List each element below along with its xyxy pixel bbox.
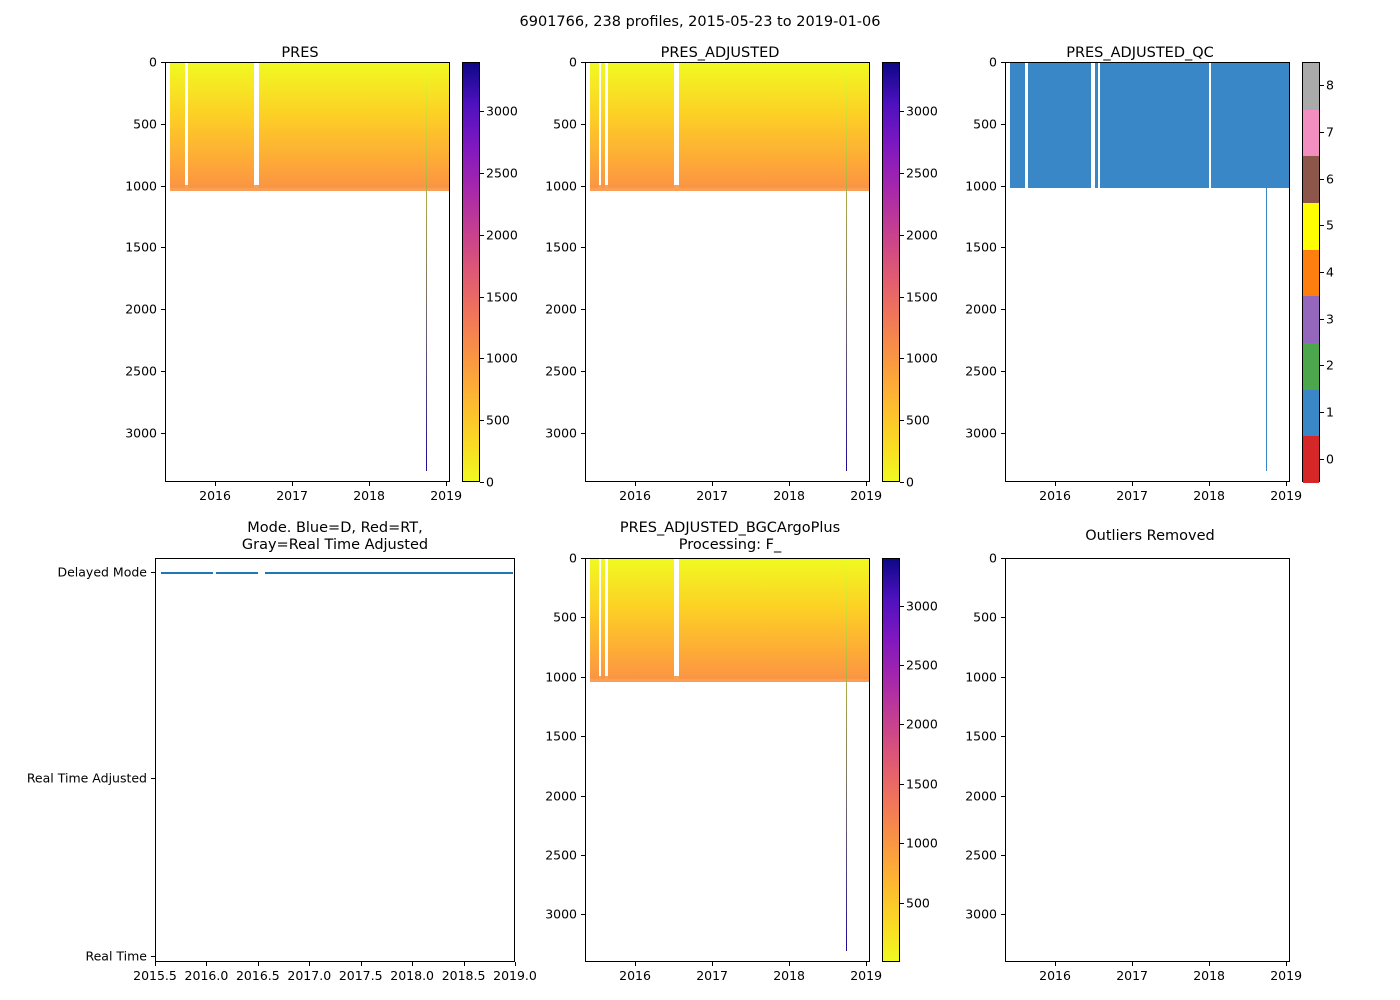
panel-pres-adjusted-ytick	[581, 247, 585, 248]
panel-outliers-removed-ytick	[1001, 736, 1005, 737]
panel-pres-adjusted-xtick-label: 2018	[773, 488, 806, 503]
panel-pres-plot	[165, 62, 450, 482]
panel-bgcargoplus-ytick-label: 0	[569, 550, 577, 566]
panel-pres-colorbar-tick	[480, 482, 484, 483]
panel-bgcargoplus-xtick	[866, 962, 867, 966]
panel-outliers-removed-xtick	[1132, 962, 1133, 966]
panel-outliers-removed-ytick-label: 2500	[965, 847, 997, 863]
panel-pres-adjusted-qc-field	[1010, 63, 1289, 188]
panel-pres-adjusted-ytick	[581, 371, 585, 372]
panel-bgcargoplus-xtick	[789, 962, 790, 966]
panel-pres-adjusted-qc-qc-tick	[1320, 85, 1324, 86]
panel-pres-adjusted-qc-qc-label: 0	[1326, 451, 1334, 467]
panel-outliers-removed-xtick-label: 2018	[1193, 968, 1226, 983]
panel-bgcargoplus-xtick	[635, 962, 636, 966]
panel-pres-adjusted-gap	[674, 63, 679, 188]
panel-pres-adjusted-field	[590, 63, 869, 188]
panel-pres-adjusted-qc-qc-label: 1	[1326, 404, 1334, 420]
panel-bgcargoplus-gap	[674, 559, 679, 679]
panel-pres-adjusted-colorbar-label: 2000	[906, 227, 938, 243]
panel-pres-adjusted-colorbar-tick	[900, 111, 904, 112]
panel-pres-adjusted-xtick	[866, 482, 867, 486]
panel-bgcargoplus-xtick-label: 2017	[696, 968, 728, 983]
panel-mode-trace-segment	[161, 572, 212, 574]
panel-pres-adjusted-bottom-edge	[590, 185, 869, 191]
panel-outliers-removed-ytick	[1001, 617, 1005, 618]
panel-mode-xtick-label: 2017.5	[338, 968, 383, 983]
panel-pres-adjusted-qc-qc-label: 6	[1326, 171, 1334, 187]
panel-pres-adjusted-qc-qc-tick	[1320, 132, 1324, 133]
panel-pres-adjusted-qc-ytick-label: 1500	[965, 239, 997, 255]
panel-pres-ytick	[161, 62, 165, 63]
panel-pres-adjusted-colorbar-label: 3000	[906, 103, 938, 119]
panel-pres-adjusted-qc-deep-cast	[1266, 63, 1267, 471]
panel-mode-xtick-label: 2016.0	[184, 968, 229, 983]
panel-pres-adjusted-colorbar-tick	[900, 420, 904, 421]
panel-pres-xtick-label: 2018	[353, 488, 386, 503]
panel-bgcargoplus-xtick-label: 2018	[773, 968, 806, 983]
panel-bgcargoplus-colorbar	[882, 558, 900, 962]
panel-pres-ytick-label: 2000	[125, 301, 157, 317]
panel-pres-colorbar-tick	[480, 358, 484, 359]
panel-pres-adjusted-qc-plot	[1005, 62, 1290, 482]
panel-mode-xtick	[412, 962, 413, 966]
panel-mode-ytick	[151, 956, 155, 957]
panel-outliers-removed-ytick	[1001, 677, 1005, 678]
panel-pres-adjusted-colorbar-label: 500	[906, 412, 930, 428]
panel-pres-adjusted-ytick-label: 500	[553, 116, 577, 132]
panel-pres-adjusted-colorbar-label: 1500	[906, 289, 938, 305]
panel-bgcargoplus-colorbar-tick	[900, 903, 904, 904]
panel-pres	[150, 45, 450, 485]
panel-bgcargoplus-xtick-label: 2019	[850, 968, 883, 983]
panel-bgcargoplus-title-line1: PRES_ADJUSTED_BGCArgoPlus	[619, 520, 841, 536]
panel-pres-adjusted-qc-title: PRES_ADJUSTED_QC	[1066, 45, 1214, 61]
panel-pres-adjusted-qc-qc-colorbar	[1302, 62, 1320, 482]
panel-pres-ytick-label: 1500	[125, 239, 157, 255]
panel-pres-adjusted-qc-qc-label: 5	[1326, 217, 1334, 233]
panel-bgcargoplus-title-line2: Processing: F_	[678, 537, 782, 553]
panel-pres-gap	[185, 63, 187, 188]
panel-pres-adjusted-qc-qc-label: 3	[1326, 311, 1334, 327]
panel-bgcargoplus-ytick-label: 3000	[545, 906, 577, 922]
panel-pres-adjusted-qc-ytick-label: 2000	[965, 301, 997, 317]
panel-pres-ytick	[161, 371, 165, 372]
panel-pres-adjusted-xtick	[635, 482, 636, 486]
panel-outliers-removed-xtick-label: 2016	[1039, 968, 1071, 983]
panel-outliers-removed-ytick-label: 3000	[965, 906, 997, 922]
panel-pres-colorbar-label: 2500	[486, 165, 518, 181]
panel-pres-adjusted-qc-ytick	[1001, 247, 1005, 248]
panel-pres-adjusted-qc-xtick-label: 2019	[1270, 488, 1303, 503]
panel-pres-adjusted-xtick	[789, 482, 790, 486]
panel-mode-xtick-label: 2017.0	[287, 968, 332, 983]
panel-pres-adjusted-colorbar-label: 0	[906, 474, 914, 490]
panel-pres-colorbar-label: 500	[486, 412, 510, 428]
panel-pres-adjusted-qc-gap	[1025, 63, 1028, 188]
panel-pres-adjusted-qc-qc-tick	[1320, 365, 1324, 366]
panel-bgcargoplus-ytick-label: 500	[553, 609, 577, 625]
panel-mode-xtick-label: 2016.5	[235, 968, 280, 983]
panel-bgcargoplus-ytick	[581, 558, 585, 559]
panel-pres-adjusted-ytick	[581, 433, 585, 434]
panel-bgcargoplus-ytick-label: 1500	[545, 728, 577, 744]
panel-pres-adjusted-ytick	[581, 124, 585, 125]
panel-bgcargoplus-deep-cast	[846, 559, 847, 951]
panel-outliers-removed-title: Outliers Removed	[1085, 528, 1215, 544]
panel-pres-adjusted-deep-cast	[846, 63, 847, 471]
panel-bgcargoplus-ytick-label: 1000	[545, 669, 577, 685]
panel-pres-field	[170, 63, 449, 188]
panel-pres-ytick-label: 500	[133, 116, 157, 132]
panel-pres-adjusted-ytick-label: 1000	[545, 178, 577, 194]
panel-pres-adjusted-qc-xtick-label: 2016	[1039, 488, 1071, 503]
panel-mode-ytick-label: Real Time	[85, 948, 147, 964]
panel-pres-ytick-label: 0	[149, 54, 157, 70]
panel-pres-adjusted-colorbar-tick	[900, 297, 904, 298]
panel-pres-adjusted-qc-qc-label: 7	[1326, 124, 1334, 140]
panel-pres-colorbar-tick	[480, 297, 484, 298]
panel-pres-adjusted-qc-ytick	[1001, 433, 1005, 434]
panel-pres-adjusted-ytick-label: 2000	[545, 301, 577, 317]
panel-outliers-removed-ytick-label: 0	[989, 550, 997, 566]
panel-mode-xtick-label: 2015.5	[133, 968, 177, 983]
panel-pres-adjusted-gap	[599, 63, 601, 188]
panel-pres-ytick	[161, 309, 165, 310]
panel-pres-adjusted-qc-qc-segment-3	[1303, 296, 1319, 343]
panel-pres-adjusted-qc-xtick-label: 2018	[1193, 488, 1226, 503]
panel-pres-adjusted-qc-qc-segment-8	[1303, 63, 1319, 110]
panel-pres-adjusted-qc-qc-tick	[1320, 272, 1324, 273]
panel-pres-xtick-label: 2016	[199, 488, 231, 503]
panel-pres-adjusted-qc-gap	[1209, 63, 1211, 188]
panel-pres-adjusted-qc-ytick	[1001, 309, 1005, 310]
panel-mode-xtick-label: 2018.5	[441, 968, 486, 983]
panel-outliers-removed-ytick-label: 1500	[965, 728, 997, 744]
panel-outliers-removed-plot	[1005, 558, 1290, 962]
panel-pres-colorbar-tick	[480, 111, 484, 112]
panel-mode-title-line1: Mode. Blue=D, Red=RT,	[247, 520, 423, 536]
panel-bgcargoplus-ytick	[581, 736, 585, 737]
panel-pres-adjusted-qc-gap	[1098, 63, 1100, 188]
panel-mode-xtick	[515, 962, 516, 966]
panel-pres-adjusted-qc-ytick	[1001, 371, 1005, 372]
panel-pres-colorbar-label: 3000	[486, 103, 518, 119]
panel-bgcargoplus-ytick-label: 2000	[545, 788, 577, 804]
panel-pres-adjusted-qc-qc-tick	[1320, 412, 1324, 413]
panel-pres-adjusted-qc-ytick-label: 2500	[965, 363, 997, 379]
panel-pres-adjusted-ytick-label: 0	[569, 54, 577, 70]
panel-pres-xtick	[369, 482, 370, 486]
panel-pres-deep-cast	[426, 63, 427, 471]
panel-pres-adjusted-qc-qc-segment-4	[1303, 250, 1319, 297]
panel-mode-xtick-label: 2019.0	[493, 968, 537, 983]
panel-bgcargoplus-ytick-label: 2500	[545, 847, 577, 863]
panel-pres-colorbar-tick	[480, 173, 484, 174]
panel-mode-xtick-label: 2018.0	[390, 968, 435, 983]
panel-mode-ytick-label: Real Time Adjusted	[26, 770, 147, 786]
panel-pres-adjusted-qc-xtick	[1132, 482, 1133, 486]
panel-pres-colorbar-tick	[480, 420, 484, 421]
panel-outliers-removed-xtick	[1055, 962, 1056, 966]
panel-pres-adjusted-qc-ytick-label: 0	[989, 54, 997, 70]
panel-pres-adjusted-qc-ytick	[1001, 124, 1005, 125]
panel-pres-xtick	[292, 482, 293, 486]
panel-pres-adjusted-ytick	[581, 309, 585, 310]
panel-bgcargoplus-colorbar-tick	[900, 724, 904, 725]
panel-mode-xtick	[464, 962, 465, 966]
panel-bgcargoplus-ytick	[581, 796, 585, 797]
panel-mode-trace-segment	[265, 572, 513, 574]
panel-mode	[150, 520, 520, 965]
panel-pres-adjusted-qc-qc-label: 8	[1326, 77, 1334, 93]
panel-bgcargoplus-colorbar-label: 1500	[906, 776, 938, 792]
panel-pres-adjusted-qc-xtick	[1055, 482, 1056, 486]
panel-pres-colorbar	[462, 62, 480, 482]
panel-bgcargoplus	[570, 520, 890, 965]
panel-outliers-removed-xtick-label: 2019	[1270, 968, 1303, 983]
panel-pres-adjusted-qc-ytick-label: 1000	[965, 178, 997, 194]
panel-pres-adjusted-qc-qc-segment-6	[1303, 156, 1319, 203]
panel-outliers-removed-xtick	[1286, 962, 1287, 966]
panel-bgcargoplus-gap	[599, 559, 601, 679]
panel-pres-adjusted-colorbar-label: 1000	[906, 350, 938, 366]
panel-pres-colorbar-label: 2000	[486, 227, 518, 243]
panel-pres-colorbar-label: 0	[486, 474, 494, 490]
panel-pres-adjusted-qc-qc-segment-2	[1303, 343, 1319, 390]
panel-bgcargoplus-colorbar-tick	[900, 665, 904, 666]
panel-bgcargoplus-colorbar-label: 3000	[906, 598, 938, 614]
panel-mode-xtick	[206, 962, 207, 966]
panel-pres-adjusted-xtick-label: 2017	[696, 488, 728, 503]
panel-mode-xtick	[361, 962, 362, 966]
panel-pres-adjusted-xtick-label: 2016	[619, 488, 651, 503]
panel-bgcargoplus-colorbar-tick	[900, 784, 904, 785]
panel-pres-adjusted-qc-qc-segment-7	[1303, 110, 1319, 157]
panel-pres-adjusted-qc-xtick	[1286, 482, 1287, 486]
panel-pres-adjusted-ytick-label: 1500	[545, 239, 577, 255]
panel-pres-adjusted-title: PRES_ADJUSTED	[660, 45, 780, 61]
panel-bgcargoplus-colorbar-label: 500	[906, 895, 930, 911]
panel-pres-adjusted-xtick-label: 2019	[850, 488, 883, 503]
panel-pres-adjusted-qc-xtick-label: 2017	[1116, 488, 1148, 503]
panel-pres-ytick	[161, 186, 165, 187]
panel-bgcargoplus-colorbar-label: 2000	[906, 716, 938, 732]
panel-mode-title-line2: Gray=Real Time Adjusted	[241, 537, 429, 553]
panel-bgcargoplus-ytick	[581, 617, 585, 618]
panel-outliers-removed-ytick	[1001, 558, 1005, 559]
panel-pres-adjusted-qc-ytick	[1001, 62, 1005, 63]
panel-mode-xtick	[155, 962, 156, 966]
panel-pres-adjusted-qc-qc-tick	[1320, 319, 1324, 320]
panel-pres-adjusted-qc-ytick-label: 3000	[965, 425, 997, 441]
panel-outliers-removed-ytick	[1001, 796, 1005, 797]
panel-bgcargoplus-xtick-label: 2016	[619, 968, 651, 983]
panel-pres-xtick	[446, 482, 447, 486]
panel-pres-ytick	[161, 247, 165, 248]
panel-pres-adjusted-qc-qc-segment-0	[1303, 436, 1319, 483]
panel-pres-adjusted-qc-xtick	[1209, 482, 1210, 486]
panel-bgcargoplus-field	[590, 559, 869, 679]
panel-mode-trace-segment	[216, 572, 258, 574]
panel-pres-adjusted-qc	[990, 45, 1290, 485]
panel-pres-adjusted-colorbar-label: 2500	[906, 165, 938, 181]
panel-pres-ytick	[161, 124, 165, 125]
panel-mode-xtick	[309, 962, 310, 966]
panel-pres-xtick	[215, 482, 216, 486]
panel-pres-ytick-label: 3000	[125, 425, 157, 441]
panel-outliers-removed	[990, 520, 1310, 965]
panel-mode-xtick	[258, 962, 259, 966]
panel-bgcargoplus-plot	[585, 558, 870, 962]
panel-outliers-removed-ytick-label: 500	[973, 609, 997, 625]
panel-pres-adjusted-colorbar-tick	[900, 235, 904, 236]
panel-pres-adjusted-plot	[585, 62, 870, 482]
panel-mode-ytick	[151, 778, 155, 779]
panel-outliers-removed-ytick	[1001, 855, 1005, 856]
panel-pres-adjusted-colorbar	[882, 62, 900, 482]
panel-outliers-removed-ytick	[1001, 914, 1005, 915]
panel-pres-adjusted-qc-ytick	[1001, 186, 1005, 187]
panel-pres-gap	[254, 63, 259, 188]
panel-pres-adjusted-qc-qc-segment-5	[1303, 203, 1319, 250]
panel-pres-adjusted-qc-ytick-label: 500	[973, 116, 997, 132]
panel-bgcargoplus-ytick	[581, 914, 585, 915]
panel-pres-adjusted-qc-qc-label: 2	[1326, 357, 1334, 373]
panel-bgcargoplus-xtick	[712, 962, 713, 966]
panel-pres-ytick	[161, 433, 165, 434]
figure-suptitle: 6901766, 238 profiles, 2015-05-23 to 2019-01-06	[519, 14, 881, 30]
panel-pres-adjusted-qc-gap	[1091, 63, 1095, 188]
panel-pres-adjusted-ytick	[581, 62, 585, 63]
panel-pres-adjusted-qc-qc-segment-1	[1303, 390, 1319, 437]
panel-pres-adjusted-qc-qc-tick	[1320, 459, 1324, 460]
panel-bgcargoplus-gap	[605, 559, 607, 679]
panel-pres-colorbar-label: 1500	[486, 289, 518, 305]
panel-pres-colorbar-tick	[480, 235, 484, 236]
panel-pres-adjusted	[570, 45, 870, 485]
panel-pres-adjusted-ytick-label: 2500	[545, 363, 577, 379]
panel-mode-ytick-label: Delayed Mode	[57, 564, 147, 580]
panel-mode-plot	[155, 558, 515, 962]
panel-pres-adjusted-qc-qc-tick	[1320, 225, 1324, 226]
panel-pres-adjusted-colorbar-tick	[900, 358, 904, 359]
panel-pres-colorbar-label: 1000	[486, 350, 518, 366]
panel-bgcargoplus-colorbar-label: 1000	[906, 835, 938, 851]
panel-pres-title: PRES	[281, 45, 319, 61]
panel-bgcargoplus-bottom-edge	[590, 676, 869, 682]
panel-pres-ytick-label: 1000	[125, 178, 157, 194]
panel-pres-adjusted-gap	[605, 63, 607, 188]
panel-bgcargoplus-colorbar-label: 2500	[906, 657, 938, 673]
panel-pres-ytick-label: 2500	[125, 363, 157, 379]
panel-pres-adjusted-xtick	[712, 482, 713, 486]
panel-mode-ytick	[151, 572, 155, 573]
panel-pres-xtick-label: 2017	[276, 488, 308, 503]
panel-outliers-removed-xtick-label: 2017	[1116, 968, 1148, 983]
panel-pres-bottom-edge	[170, 185, 449, 191]
panel-bgcargoplus-ytick	[581, 855, 585, 856]
panel-outliers-removed-xtick	[1209, 962, 1210, 966]
panel-pres-adjusted-ytick	[581, 186, 585, 187]
panel-bgcargoplus-colorbar-tick	[900, 606, 904, 607]
panel-outliers-removed-ytick-label: 1000	[965, 669, 997, 685]
panel-pres-adjusted-ytick-label: 3000	[545, 425, 577, 441]
panel-bgcargoplus-colorbar-tick	[900, 843, 904, 844]
panel-bgcargoplus-ytick	[581, 677, 585, 678]
panel-pres-adjusted-colorbar-tick	[900, 482, 904, 483]
panel-outliers-removed-ytick-label: 2000	[965, 788, 997, 804]
panel-pres-xtick-label: 2019	[430, 488, 463, 503]
panel-pres-adjusted-colorbar-tick	[900, 173, 904, 174]
panel-pres-adjusted-qc-qc-label: 4	[1326, 264, 1334, 280]
panel-pres-adjusted-qc-qc-tick	[1320, 179, 1324, 180]
